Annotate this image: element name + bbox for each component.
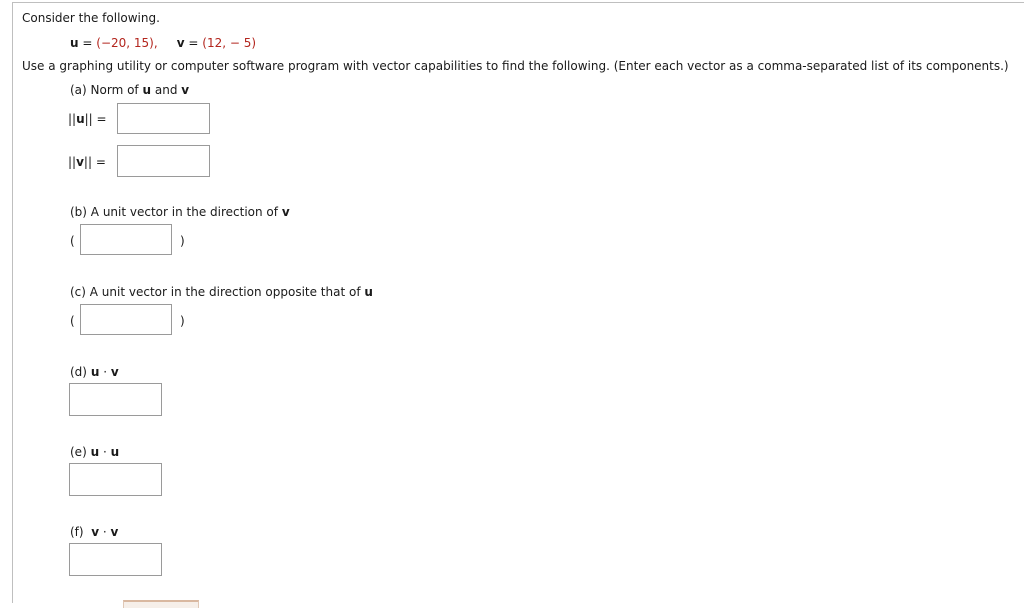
part-a-prefix: (a) Norm of xyxy=(70,83,139,97)
part-e-dot: · xyxy=(102,445,107,459)
part-d-label xyxy=(70,365,119,379)
intro-text: Consider the following. xyxy=(22,11,160,25)
dot-v-v-input[interactable] xyxy=(69,543,162,576)
unit-vector-opposite-u-input[interactable] xyxy=(80,304,172,335)
dot-u-v-input[interactable] xyxy=(69,383,162,416)
part-c-open-paren: ( xyxy=(70,314,75,328)
part-d-right: v xyxy=(110,365,119,379)
part-a-and: and xyxy=(154,83,178,97)
part-e-left: u xyxy=(90,445,100,459)
part-e-label xyxy=(70,445,119,459)
submit-button[interactable] xyxy=(123,600,199,608)
part-c-u: u xyxy=(364,285,373,299)
top-divider xyxy=(12,2,1024,3)
norm-v-name: v xyxy=(76,155,84,169)
instructions-text: Use a graphing utility or computer software program with vector capabilities to find the following. (Enter each vector as a comma-separated list of its components.) xyxy=(22,59,1009,73)
unit-vector-v-input[interactable] xyxy=(80,224,172,255)
norm-v-close: || = xyxy=(83,155,106,169)
part-f-label xyxy=(70,525,118,539)
norm-u-open: || xyxy=(68,112,77,126)
vector-u-equals: = xyxy=(82,36,93,50)
part-d-left: u xyxy=(90,365,100,379)
norm-v-input[interactable] xyxy=(117,145,210,177)
part-b-label xyxy=(70,205,290,219)
vector-v-value: (12, − 5) xyxy=(202,36,257,50)
dot-u-u-input[interactable] xyxy=(69,463,162,496)
part-a-label xyxy=(70,83,189,97)
norm-v-open: || xyxy=(68,155,77,169)
part-a-u: u xyxy=(142,83,152,97)
part-f-right: v xyxy=(110,525,119,539)
part-b-v: v xyxy=(281,205,290,219)
norm-u-name: u xyxy=(76,112,85,126)
vector-u-name: u xyxy=(70,36,79,50)
norm-u-input[interactable] xyxy=(117,103,210,134)
part-f-left: v xyxy=(91,525,100,539)
vector-v-equals: = xyxy=(188,36,199,50)
vector-definitions xyxy=(70,36,256,50)
part-c-label xyxy=(70,285,373,299)
norm-v-label xyxy=(68,155,106,169)
part-e-right: u xyxy=(110,445,120,459)
part-f-prefix: (f) xyxy=(70,525,84,539)
part-a-v: v xyxy=(181,83,190,97)
norm-u-close: || = xyxy=(84,112,107,126)
part-c-prefix: (c) A unit vector in the direction opposite that of xyxy=(70,285,361,299)
norm-u-label xyxy=(68,112,107,126)
part-d-dot: · xyxy=(103,365,108,379)
part-b-close-paren: ) xyxy=(180,234,185,248)
part-b-open-paren: ( xyxy=(70,234,75,248)
part-d-prefix: (d) xyxy=(70,365,87,379)
part-e-prefix: (e) xyxy=(70,445,87,459)
vector-v-name: v xyxy=(176,36,185,50)
left-divider xyxy=(12,2,13,603)
vector-u-value: (−20, 15), xyxy=(96,36,158,50)
part-f-dot: · xyxy=(102,525,107,539)
part-c-close-paren: ) xyxy=(180,314,185,328)
part-b-prefix: (b) A unit vector in the direction of xyxy=(70,205,278,219)
